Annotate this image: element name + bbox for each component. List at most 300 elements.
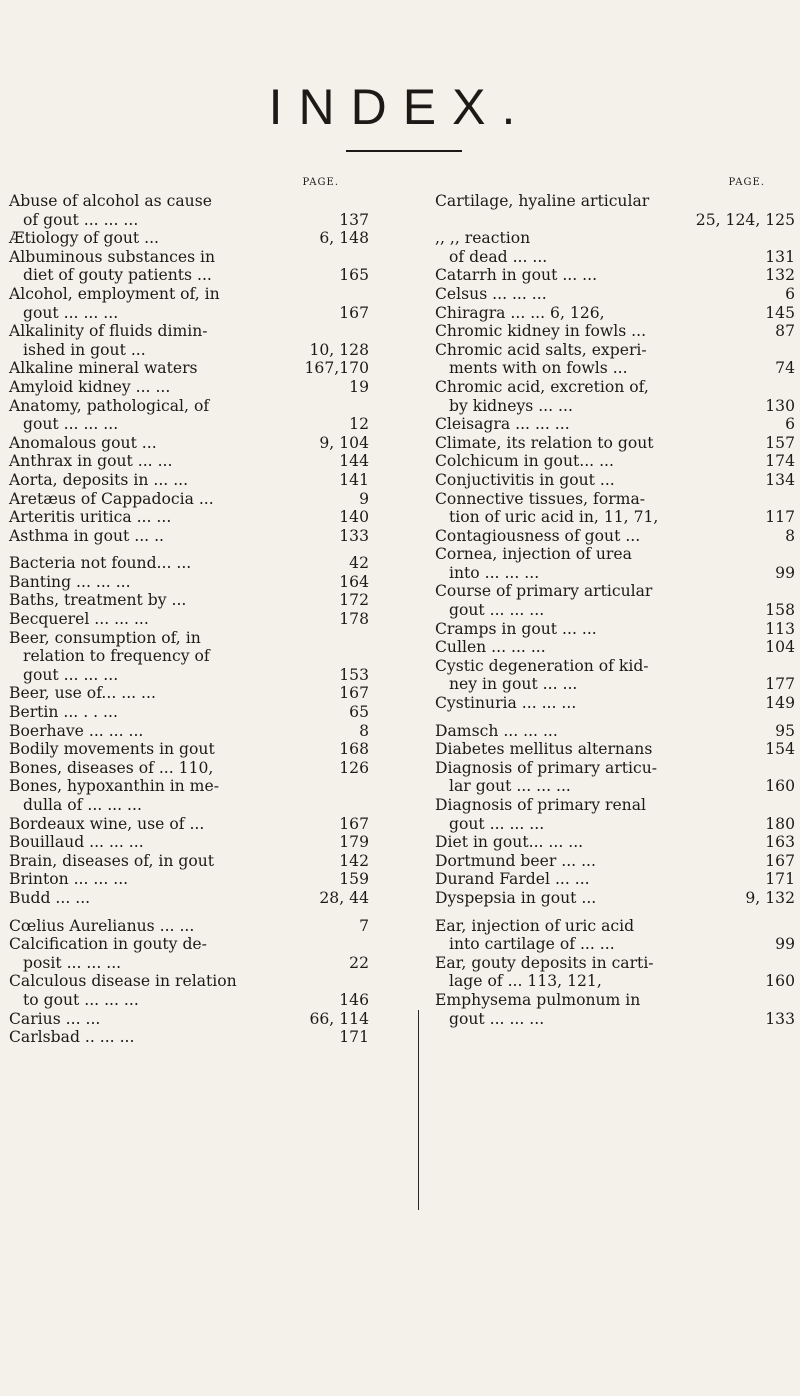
index-entry <box>435 322 795 341</box>
entry-text: Cystic degeneration of kid- <box>435 656 649 675</box>
entry-text: Becquerel ... ... ... <box>9 610 149 629</box>
index-entry-line <box>435 434 795 453</box>
index-entry-line <box>9 610 369 629</box>
index-entry <box>435 434 795 453</box>
entry-text: Damsch ... ... ... <box>435 721 558 740</box>
index-entry <box>9 722 369 741</box>
entry-text: to gout ... ... ... <box>23 990 139 1009</box>
entry-page-numbers: 12 <box>349 415 369 434</box>
entry-text: posit ... ... ... <box>23 953 122 972</box>
index-entry-line <box>9 954 369 973</box>
entry-page-numbers: 145 <box>765 303 795 322</box>
entry-page-numbers: 142 <box>339 851 369 870</box>
index-entry <box>9 889 369 908</box>
index-entry-line <box>9 647 369 666</box>
index-entry-line <box>9 527 369 546</box>
index-entry-line <box>9 740 369 759</box>
index-column-right <box>435 174 795 1028</box>
entry-text: into ... ... ... <box>449 563 540 582</box>
index-entry-line <box>9 452 369 471</box>
entry-text: Celsus ... ... ... <box>435 284 547 303</box>
index-entry-line <box>435 815 795 834</box>
entry-text: Alcohol, employment of, in <box>9 284 220 303</box>
entry-page-numbers: 165 <box>339 266 369 285</box>
entry-text: relation to frequency of <box>23 647 210 666</box>
index-entry-line <box>9 229 369 248</box>
entry-text: ished in gout ... <box>23 340 146 359</box>
index-entry-line <box>435 917 795 936</box>
index-entry-line <box>435 740 795 759</box>
entry-page-numbers: 180 <box>765 814 795 833</box>
index-entry <box>435 852 795 871</box>
entry-text: Budd ... ... <box>9 888 91 907</box>
index-entry <box>435 722 795 741</box>
index-entry <box>435 378 795 415</box>
index-entry <box>435 657 795 694</box>
entry-text: gout ... ... ... <box>23 665 119 684</box>
entry-page-numbers: 140 <box>339 508 369 527</box>
index-entry-line <box>435 378 795 397</box>
entry-text: Beer, use of... ... ... <box>9 684 156 703</box>
index-entry <box>9 508 369 527</box>
entry-text: Cystinuria ... ... ... <box>435 694 577 713</box>
entry-text: gout ... ... ... <box>449 1009 545 1028</box>
index-entry-line <box>9 629 369 648</box>
index-entry <box>9 322 369 359</box>
index-entry-line <box>9 378 369 397</box>
index-entry-line <box>435 564 795 583</box>
index-entry-line <box>435 777 795 796</box>
index-entry-line <box>9 889 369 908</box>
index-entry-line <box>435 490 795 509</box>
entry-text: Asthma in gout ... .. <box>9 526 164 545</box>
entry-text: Alkalinity of fluids dimin- <box>9 322 208 341</box>
index-entry-line <box>9 471 369 490</box>
entry-text: Anthrax in gout ... ... <box>9 452 173 471</box>
index-entry <box>435 304 795 323</box>
index-entry <box>9 1028 369 1047</box>
entry-page-numbers: 130 <box>765 396 795 415</box>
entry-text: Ætiology of gout ... <box>9 229 159 248</box>
entry-page-numbers: 172 <box>339 591 369 610</box>
entry-text: Baths, treatment by ... <box>9 591 187 610</box>
entry-text: Cœlius Aurelianus ... ... <box>9 916 195 935</box>
page-title: INDEX. <box>268 79 532 135</box>
entry-text: Ear, gouty deposits in carti- <box>435 953 654 972</box>
entry-text: Durand Fardel ... ... <box>435 870 590 889</box>
index-entry-line <box>9 248 369 267</box>
entry-page-numbers: 25, 124, 125 <box>695 210 795 229</box>
index-entry-line <box>435 638 795 657</box>
index-entry-line <box>9 666 369 685</box>
index-entry <box>9 815 369 834</box>
entry-page-numbers: 133 <box>765 1009 795 1028</box>
index-entry-line <box>9 972 369 991</box>
index-entry-line <box>9 870 369 889</box>
entry-page-numbers: 133 <box>339 526 369 545</box>
entry-text: Bacteria not found... ... <box>9 554 192 573</box>
column-divider <box>418 1010 419 1210</box>
entry-page-numbers: 164 <box>339 572 369 591</box>
letter-group-gap <box>9 545 369 554</box>
entry-page-numbers: 117 <box>765 508 795 527</box>
entry-text: Brain, diseases of, in gout <box>9 851 215 870</box>
index-entry <box>435 917 795 954</box>
index-entry <box>435 545 795 582</box>
entry-page-numbers: 171 <box>765 870 795 889</box>
entry-text: Anatomy, pathological, of <box>9 396 210 415</box>
index-entry-line <box>9 935 369 954</box>
index-entry <box>9 1010 369 1029</box>
entry-text: ments with on fowls ... <box>449 359 628 378</box>
entry-text: Bordeaux wine, use of ... <box>9 814 205 833</box>
entry-page-numbers: 6 <box>785 415 795 434</box>
entry-text: Calcification in gouty de- <box>9 935 207 954</box>
index-entries-left <box>9 192 369 1047</box>
entry-text: Ear, injection of uric acid <box>435 916 635 935</box>
entry-text: Beer, consumption of, in <box>9 628 201 647</box>
index-entry-line <box>435 935 795 954</box>
title-rule <box>346 150 462 152</box>
index-entry-line <box>9 777 369 796</box>
entry-page-numbers: 163 <box>765 833 795 852</box>
index-entry-line <box>435 527 795 546</box>
index-entry-line <box>435 192 795 211</box>
entry-text: Cramps in gout ... ... <box>435 619 597 638</box>
letter-group-gap <box>435 713 795 722</box>
index-entry <box>9 917 369 936</box>
index-entry-line <box>9 554 369 573</box>
entry-text: Boerhave ... ... ... <box>9 721 144 740</box>
index-entry-line <box>435 415 795 434</box>
entry-page-numbers: 159 <box>339 870 369 889</box>
index-entry <box>9 248 369 285</box>
entry-text: gout ... ... ... <box>23 415 119 434</box>
entry-page-numbers: 178 <box>339 610 369 629</box>
index-entry <box>435 740 795 759</box>
index-entry-line <box>435 852 795 871</box>
index-entry-line <box>435 657 795 676</box>
index-entry <box>9 703 369 722</box>
index-entry-line <box>9 508 369 527</box>
index-entry <box>9 852 369 871</box>
index-entry-line <box>9 192 369 211</box>
entry-page-numbers: 157 <box>765 433 795 452</box>
entry-page-numbers: 167,170 <box>304 359 369 378</box>
entry-text: Cornea, injection of urea <box>435 545 632 564</box>
entry-text: of gout ... ... ... <box>23 210 139 229</box>
index-entry <box>9 397 369 434</box>
index-entry <box>9 434 369 453</box>
entry-page-numbers: 146 <box>339 990 369 1009</box>
index-entry <box>9 610 369 629</box>
entry-page-numbers: 74 <box>775 359 795 378</box>
index-entry-line <box>435 870 795 889</box>
index-column-left <box>9 174 369 1047</box>
entry-page-numbers: 6 <box>785 284 795 303</box>
index-entry-line <box>435 833 795 852</box>
index-entry-line <box>435 582 795 601</box>
entry-page-numbers: 154 <box>765 740 795 759</box>
index-entry-line <box>9 991 369 1010</box>
entry-text: Carius ... ... <box>9 1009 101 1028</box>
entry-page-numbers: 168 <box>339 740 369 759</box>
entry-text: lage of ... 113, 121, <box>449 972 602 991</box>
index-entry-line <box>9 397 369 416</box>
entry-page-numbers: 167 <box>339 684 369 703</box>
index-entry <box>9 527 369 546</box>
index-entry-line <box>435 266 795 285</box>
index-entry-line <box>435 397 795 416</box>
index-entry-line <box>435 601 795 620</box>
entry-text: by kidneys ... ... <box>449 396 573 415</box>
index-entry-line <box>435 341 795 360</box>
letter-group-gap <box>435 908 795 917</box>
index-entry-line <box>435 304 795 323</box>
entry-page-numbers: 7 <box>359 916 369 935</box>
index-entry <box>9 972 369 1009</box>
index-entry-line <box>435 694 795 713</box>
entry-text: ney in gout ... ... <box>449 675 578 694</box>
entry-text: Cleisagra ... ... ... <box>435 415 570 434</box>
index-entry-line <box>435 322 795 341</box>
index-entry <box>9 285 369 322</box>
index-entry-line <box>435 452 795 471</box>
entry-text: Cullen ... ... ... <box>435 638 546 657</box>
entry-text: Chromic acid, excretion of, <box>435 377 649 396</box>
entry-text: ,, ,, reaction <box>435 229 531 248</box>
entry-page-numbers: 113 <box>765 619 795 638</box>
entry-text: dulla of ... ... ... <box>23 796 142 814</box>
entry-page-numbers: 144 <box>339 452 369 471</box>
index-entry-line <box>435 285 795 304</box>
page-column-label: PAGE. <box>728 177 765 188</box>
entry-page-numbers: 9 <box>359 489 369 508</box>
index-entry-line <box>435 248 795 267</box>
index-entry-line <box>435 954 795 973</box>
entry-page-numbers: 104 <box>765 638 795 657</box>
index-entry-line <box>435 545 795 564</box>
entry-text: Diagnosis of primary renal <box>435 796 647 814</box>
entry-text: Chiragra ... ... 6, 126, <box>435 303 605 322</box>
entry-text: Conjuctivitis in gout ... <box>435 470 615 489</box>
index-entry-line <box>9 833 369 852</box>
entry-text: Abuse of alcohol as cause <box>9 192 212 210</box>
entry-page-numbers: 19 <box>349 377 369 396</box>
entry-page-numbers: 42 <box>349 554 369 573</box>
index-entry-line <box>9 1028 369 1047</box>
index-entry <box>435 796 795 833</box>
index-entry-line <box>9 591 369 610</box>
entry-page-numbers: 99 <box>775 563 795 582</box>
index-entry <box>435 582 795 619</box>
entry-page-numbers: 8 <box>785 526 795 545</box>
index-entry-line <box>9 322 369 341</box>
entry-page-numbers: 95 <box>775 721 795 740</box>
index-entry <box>9 935 369 972</box>
index-entry-line <box>9 415 369 434</box>
index-entry-line <box>435 359 795 378</box>
index-entry-line <box>9 341 369 360</box>
entry-text: Brinton ... ... ... <box>9 870 129 889</box>
index-entry <box>9 471 369 490</box>
index-entry-line <box>435 229 795 248</box>
index-entry <box>9 759 369 778</box>
entry-text: Diet in gout... ... ... <box>435 833 584 852</box>
entry-page-numbers: 153 <box>339 665 369 684</box>
index-entry <box>9 378 369 397</box>
entry-page-numbers: 160 <box>765 777 795 796</box>
index-entry <box>435 490 795 527</box>
index-entry-line <box>435 796 795 815</box>
entry-page-numbers: 158 <box>765 601 795 620</box>
entry-page-numbers: 22 <box>349 953 369 972</box>
index-entry <box>435 889 795 908</box>
index-entry-line <box>9 285 369 304</box>
entry-text: Chromic acid salts, experi- <box>435 340 647 359</box>
index-entry <box>435 954 795 991</box>
entry-text: Carlsbad .. ... ... <box>9 1028 135 1047</box>
index-entry-line <box>9 703 369 722</box>
entry-text: of dead ... ... <box>449 247 548 266</box>
entry-page-numbers: 126 <box>339 758 369 777</box>
index-entry-line <box>435 508 795 527</box>
index-entry <box>435 266 795 285</box>
entry-text: Bones, hypoxanthin in me- <box>9 777 219 796</box>
entry-page-numbers: 149 <box>765 694 795 713</box>
index-entry <box>9 629 369 685</box>
entry-text: Bodily movements in gout <box>9 740 215 759</box>
index-entry-line <box>9 796 369 815</box>
index-entry-line <box>9 759 369 778</box>
index-entry-line <box>435 972 795 991</box>
entry-text: diet of gouty patients ... <box>23 266 212 285</box>
entry-page-numbers: 6, 148 <box>319 229 369 248</box>
entry-text: Alkaline mineral waters <box>9 359 198 378</box>
index-entry <box>435 870 795 889</box>
index-entry <box>9 229 369 248</box>
entry-text: Dortmund beer ... ... <box>435 851 596 870</box>
index-entry <box>9 192 369 229</box>
letter-group-gap <box>9 908 369 917</box>
entry-page-numbers: 66, 114 <box>309 1009 369 1028</box>
entry-text: Anomalous gout ... <box>9 433 157 452</box>
entry-page-numbers: 141 <box>339 470 369 489</box>
index-entry <box>435 229 795 266</box>
entry-text: Colchicum in gout... ... <box>435 452 614 471</box>
entry-text: Chromic kidney in fowls ... <box>435 322 647 341</box>
index-entry-line <box>435 759 795 778</box>
entry-page-numbers: 28, 44 <box>319 888 369 907</box>
entry-page-numbers: 167 <box>765 851 795 870</box>
entry-text: Connective tissues, forma- <box>435 489 646 508</box>
index-entry <box>435 285 795 304</box>
entry-page-numbers: 177 <box>765 675 795 694</box>
index-entry <box>9 452 369 471</box>
index-entry-line <box>435 620 795 639</box>
index-entry-line <box>9 917 369 936</box>
index-entry <box>435 192 795 229</box>
entry-page-numbers: 171 <box>339 1028 369 1047</box>
index-entry <box>9 359 369 378</box>
index-entry <box>435 452 795 471</box>
index-entry <box>435 341 795 378</box>
index-entry-line <box>435 889 795 908</box>
index-entry <box>435 991 795 1028</box>
entry-text: Banting ... ... ... <box>9 572 131 591</box>
entry-text: Climate, its relation to gout <box>435 433 654 452</box>
entry-page-numbers: 160 <box>765 972 795 991</box>
index-entry <box>9 777 369 814</box>
index-entry-line <box>435 471 795 490</box>
entry-text: gout ... ... ... <box>449 601 545 620</box>
index-entry-line <box>9 266 369 285</box>
index-entry-line <box>9 211 369 230</box>
entry-text: Bouillaud ... ... ... <box>9 833 144 852</box>
index-entry-line <box>9 1010 369 1029</box>
entry-page-numbers: 8 <box>359 721 369 740</box>
index-entry-line <box>9 722 369 741</box>
index-entry <box>9 740 369 759</box>
entry-text: Calculous disease in relation <box>9 972 237 991</box>
entry-text: Aretæus of Cappadocia ... <box>9 489 214 508</box>
entry-text: Bertin ... . . ... <box>9 703 118 722</box>
entry-text: Contagiousness of gout ... <box>435 526 641 545</box>
entry-text: Emphysema pulmonum in <box>435 990 641 1009</box>
index-entry-line <box>9 684 369 703</box>
entry-text: Catarrh in gout ... ... <box>435 266 598 285</box>
entry-page-numbers: 65 <box>349 703 369 722</box>
index-entry <box>9 833 369 852</box>
index-entry <box>435 694 795 713</box>
entry-text: Dyspepsia in gout ... <box>435 888 597 907</box>
index-entry <box>9 591 369 610</box>
index-entry <box>9 554 369 573</box>
index-entry <box>9 870 369 889</box>
index-entry-line <box>9 304 369 323</box>
index-entry-line <box>435 211 795 230</box>
entry-text: into cartilage of ... ... <box>449 935 615 954</box>
index-entry-line <box>9 573 369 592</box>
index-entry <box>435 638 795 657</box>
index-entry-line <box>9 359 369 378</box>
entry-text: gout ... ... ... <box>449 814 545 833</box>
entry-page-numbers: 9, 132 <box>745 888 795 907</box>
entry-page-numbers: 167 <box>339 814 369 833</box>
index-entry-line <box>9 815 369 834</box>
entry-page-numbers: 167 <box>339 303 369 322</box>
entry-text: Amyloid kidney ... ... <box>9 377 171 396</box>
index-entry <box>9 573 369 592</box>
index-entry-line <box>435 722 795 741</box>
index-entry <box>435 415 795 434</box>
index-entry <box>9 490 369 509</box>
entry-page-numbers: 9, 104 <box>319 433 369 452</box>
index-entry-line <box>9 852 369 871</box>
entry-page-numbers: 131 <box>765 247 795 266</box>
index-entry-line <box>435 675 795 694</box>
entry-page-numbers: 137 <box>339 210 369 229</box>
index-entries-right <box>435 192 795 1028</box>
index-entry-line <box>435 1010 795 1029</box>
index-entry <box>435 471 795 490</box>
entry-text: gout ... ... ... <box>23 303 119 322</box>
entry-text: Arteritis uritica ... ... <box>9 508 172 527</box>
index-entry <box>435 759 795 796</box>
entry-text: Diagnosis of primary articu- <box>435 758 658 777</box>
entry-text: tion of uric acid in, 11, 71, <box>449 508 659 527</box>
index-entry-line <box>435 991 795 1010</box>
